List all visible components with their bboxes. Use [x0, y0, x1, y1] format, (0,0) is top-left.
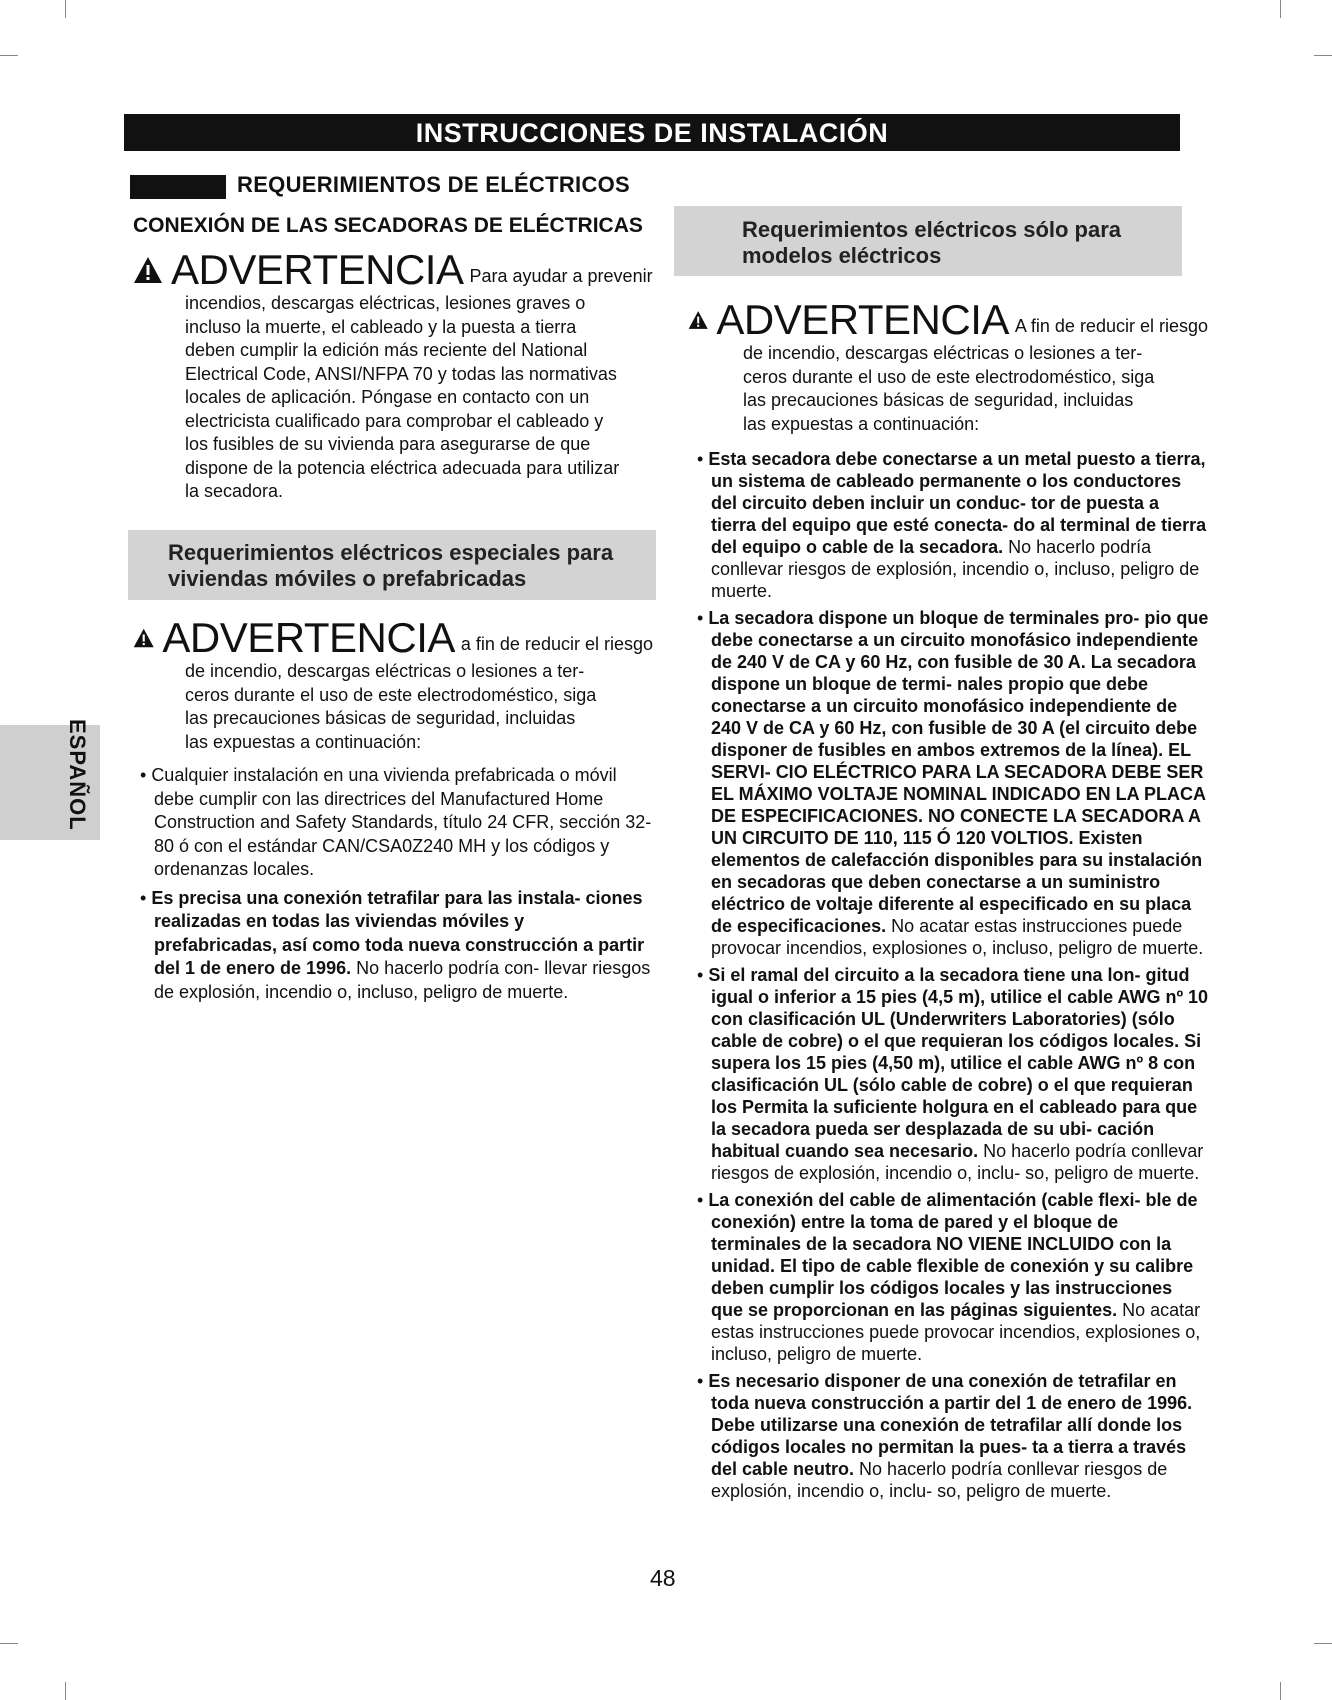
left-warning-1: [133, 246, 653, 504]
list-item: • Es precisa una conexión tetrafilar para las instala- ciones realizadas en todas las viviendas móviles y prefabricadas, así como toda nueva construcción a partir del 1 de enero de 1996. No hacerlo podría con- llevar riesgos de explosión, incendio o, incluso, peligro de muerte.: [140, 887, 651, 1002]
bullet-text: No hacerlo podría conllevar riesgos de explosión, incendio o, inclu- so, peligro de muerte.: [711, 1459, 1168, 1501]
warning-line: la secadora.: [185, 481, 284, 501]
shaded-heading-line: Requerimientos eléctricos sólo para: [742, 217, 1122, 242]
warning-line: de incendio, descargas eléctricas o lesiones a ter-: [743, 343, 1143, 363]
warning-line: Electrical Code, ANSI/NFPA 70 y todas las normativas: [185, 363, 617, 384]
warning-line: locales de aplicación. Póngase en contacto con un: [185, 387, 590, 407]
right-bullet-list: [697, 448, 1209, 1507]
warning-body: [185, 292, 653, 504]
warning-line: de incendio, descargas eléctricas o lesiones a ter-: [185, 661, 585, 681]
bullet-text: Cualquier instalación en una vivienda prefabricada o móvil debe cumplir con las directrices del Manufactured Home Construction and Safety Standards, título 24 CFR, sección 32-80 ó con el estándar CAN/CSA0Z240 MH y los códigos y ordenanzas locales.: [151, 765, 652, 879]
left-warning-2: [133, 614, 653, 754]
warning-triangle-icon: [133, 624, 154, 652]
warning-line: las precauciones básicas de seguridad, incluidas: [185, 708, 576, 728]
warning-line: las precauciones básicas de seguridad, incluidas: [743, 390, 1134, 410]
bullet-bold-text: Si el ramal del circuito a la secadora tiene una lon- gitud igual o inferior a 15 pies (4,5 m), utilice el cable AWG nº 10 con clasificación UL (Underwriters Laboratories) (sólo cable de cobre) o el que requieran los códigos locales. Si supera los 15 pies (4,50 m), utilice el cable AWG nº 8 con clasificación UL (sólo cable de cobre) o el que requieran los Permita la suficiente holgura en el cableado para que la secadora pueda ser desplazada de su ubi- cación habitual cuando sea necesario.: [708, 965, 1209, 1161]
warning-line: ceros durante el uso de este electrodoméstico, siga: [185, 684, 597, 705]
warning-line: las expuestas a continuación:: [743, 413, 980, 434]
list-item: • Si el ramal del circuito a la secadora tiene una lon- gitud igual o inferior a 15 pies (4,5 m), utilice el cable AWG nº 10 con clasificación UL (Underwriters Laboratories) (sólo cable de cobre) o el que requieran los códigos locales. Si supera los 15 pies (4,50 m), utilice el cable AWG nº 8 con clasificación UL (sólo cable de cobre) o el que requieran los Permita la suficiente holgura en el cableado para que la secadora pueda ser desplazada de su ubi- cación habitual cuando sea necesario. No hacerlo podría conllevar riesgos de explosión, incendio o, inclu- so, peligro de muerte.: [697, 965, 1209, 1183]
section-subtitle: CONEXIÓN DE LAS SECADORAS DE ELÉCTRICAS: [133, 214, 643, 237]
section-title: REQUERIMIENTOS DE ELÉCTRICOS: [237, 172, 631, 197]
warning-word: ADVERTENCIA: [716, 296, 1009, 343]
bullet-text: No acatar estas instrucciones puede provocar incendios, explosiones o, incluso, peligro de muerte.: [711, 1300, 1201, 1364]
warning-line: electricista cualificado para comprobar el cableado y: [185, 410, 604, 431]
warning-line: incluso la muerte, el cableado y la puesta a tierra: [185, 316, 577, 337]
shaded-heading-line: modelos eléctricos: [742, 243, 942, 268]
bullet-bold-text: Esta secadora debe conectarse a un metal puesto a tierra, un sistema de cableado permanente o los conductores del circuito deben incluir un conduc- tor de puesta a tierra del equipo que esté conecta- do al terminal de tierra del equipo o cable de la secadora.: [708, 449, 1207, 557]
warning-line: incendios, descargas eléctricas, lesiones graves o: [185, 293, 586, 313]
warning-line: deben cumplir la edición más reciente del National: [185, 340, 588, 360]
language-side-tab: [0, 719, 100, 840]
page-number: 48: [650, 1565, 676, 1591]
section-marker-bar: [130, 175, 226, 199]
list-item: • Es necesario disponer de una conexión de tetrafilar en toda nueva construcción a partir del 1 de enero de 1996. Debe utilizarse una conexión de tetrafilar allí donde los códigos locales no permitan la pues- ta a tierra a través del cable neutro. No hacerlo podría conllevar riesgos de explosión, incendio o, inclu- so, peligro de muerte.: [697, 1371, 1193, 1501]
list-item: • Cualquier instalación en una vivienda prefabricada o móvil debe cumplir con las directrices del Manufactured Home Construction and Safety Standards, título 24 CFR, sección 32-80 ó con el estándar CAN/CSA0Z240 MH y los códigos y ordenanzas locales.: [140, 765, 652, 879]
bullet-bold-text: Es precisa una conexión tetrafilar para las instala- ciones realizadas en todas las viviendas móviles y prefabricadas, así como toda nueva construcción a partir del 1 de enero de 1996.: [151, 887, 645, 978]
shaded-heading-electric-models: [674, 206, 1182, 276]
warning-triangle-icon: [133, 256, 163, 284]
list-item: • Esta secadora debe conectarse a un metal puesto a tierra, un sistema de cableado permanente o los conductores del circuito deben incluir un conduc- tor de puesta a tierra del equipo que esté conecta- do al terminal de tierra del equipo o cable de la secadora. No hacerlo podría conllevar riesgos de explosión, incendio o, incluso, peligro de muerte.: [697, 449, 1207, 601]
language-label: ESPAÑOL: [65, 719, 90, 831]
list-item: • La secadora dispone un bloque de terminales pro- pio que debe conectarse a un circuito monofásico independiente de 240 V de CA y 60 Hz, con fusible de 30 A. La secadora dispone un bloque de termi- nales propio que debe conectarse a un circuito monofásico independiente de 240 V de CA y 60 Hz, con fusible de 30 A (el circuito debe disponer de fusibles en ambos extremos de la línea). EL SERVI- CIO ELÉCTRICO PARA LA SECADORA DEBE SER EL MÁXIMO VOLTAJE NOMINAL INDICADO EN LA PLACA DE ESPECIFICACIONES. NO CONECTE LA SECADORA A UN CIRCUITO DE 110, 115 Ó 120 VOLTIOS. Existen elementos de calefacción disponibles para su instalación en secadoras que deben conectarse a un suministro eléctrico de voltaje diferente al especificado en su placa de especificaciones. No acatar estas instrucciones puede provocar incendios, explosiones o, incluso, peligro de muerte.: [697, 608, 1209, 958]
bullet-text: No hacerlo podría con- llevar riesgos de explosión, incendio o, incluso, peligro de muerte.: [154, 958, 651, 1002]
warning-line: dispone de la potencia eléctrica adecuada para utilizar: [185, 457, 620, 478]
warning-body: [185, 660, 653, 754]
warning-lead: a fin de reducir el riesgo: [460, 634, 653, 654]
bullet-text: No hacerlo podría conllevar riesgos de explosión, incendio o, incluso, peligro de muerte.: [711, 537, 1200, 601]
bullet-bold-text: Es necesario disponer de una conexión de tetrafilar en toda nueva construcción a partir del 1 de enero de 1996. Debe utilizarse una conexión de tetrafilar allí donde los códigos locales no permitan la pues- ta a tierra a través del cable neutro.: [708, 1371, 1193, 1479]
warning-body: [743, 342, 1208, 436]
left-bullet-list: [140, 764, 652, 1009]
bullet-text: No hacerlo podría conllevar riesgos de explosión, incendio o, inclu- so, peligro de muerte.: [711, 1141, 1204, 1183]
bullet-bold-text: La conexión del cable de alimentación (cable flexi- ble de conexión) entre la toma de pared y el bloque de terminales de la secadora NO VIENE INCLUIDO con la unidad. El tipo de cable flexible de conexión y su calibre deben cumplir los códigos locales y las instrucciones que se proporcionan en las páginas siguientes.: [708, 1190, 1198, 1320]
warning-word: ADVERTENCIA: [162, 614, 455, 661]
warning-word: ADVERTENCIA: [171, 246, 464, 293]
bullet-bold-text: La secadora dispone un bloque de terminales pro- pio que debe conectarse a un circuito monofásico independiente de 240 V de CA y 60 Hz, con fusible de 30 A. La secadora dispone un bloque de termi- nales propio que debe conectarse a un circuito monofásico independiente de 240 V de CA y 60 Hz, con fusible de 30 A (el circuito debe disponer de fusibles en ambos extremos de la línea). EL SERVI- CIO ELÉCTRICO PARA LA SECADORA DEBE SER EL MÁXIMO VOLTAJE NOMINAL INDICADO EN LA PLACA DE ESPECIFICACIONES. NO CONECTE LA SECADORA A UN CIRCUITO DE 110, 115 Ó 120 VOLTIOS. Existen elementos de calefacción disponibles para su instalación en secadoras que deben conectarse a un suministro eléctrico de voltaje diferente al especificado en su placa de especificaciones.: [708, 608, 1209, 936]
bullet-text: No acatar estas instrucciones puede provocar incendios, explosiones o, incluso, peligro de muerte.: [711, 916, 1204, 958]
page-banner: INSTRUCCIONES DE INSTALACIÓN: [124, 114, 1180, 151]
shaded-heading-mobile-homes: [128, 530, 656, 600]
warning-line: ceros durante el uso de este electrodoméstico, siga: [743, 366, 1155, 387]
warning-lead: Para ayudar a prevenir: [469, 266, 653, 286]
shaded-heading-line: Requerimientos eléctricos especiales para: [168, 540, 614, 565]
shaded-heading-line: viviendas móviles o prefabricadas: [168, 566, 527, 591]
warning-triangle-icon: [688, 306, 708, 334]
right-warning: [688, 296, 1208, 436]
warning-line: los fusibles de su vivienda para asegurarse de que: [185, 434, 591, 454]
warning-line: las expuestas a continuación:: [185, 731, 422, 752]
list-item: • La conexión del cable de alimentación (cable flexi- ble de conexión) entre la toma de pared y el bloque de terminales de la secadora NO VIENE INCLUIDO con la unidad. El tipo de cable flexible de conexión y su calibre deben cumplir los códigos locales y las instrucciones que se proporcionan en las páginas siguientes. No acatar estas instrucciones puede provocar incendios, explosiones o, incluso, peligro de muerte.: [697, 1190, 1201, 1364]
warning-lead: A fin de reducir el riesgo: [1014, 316, 1208, 336]
